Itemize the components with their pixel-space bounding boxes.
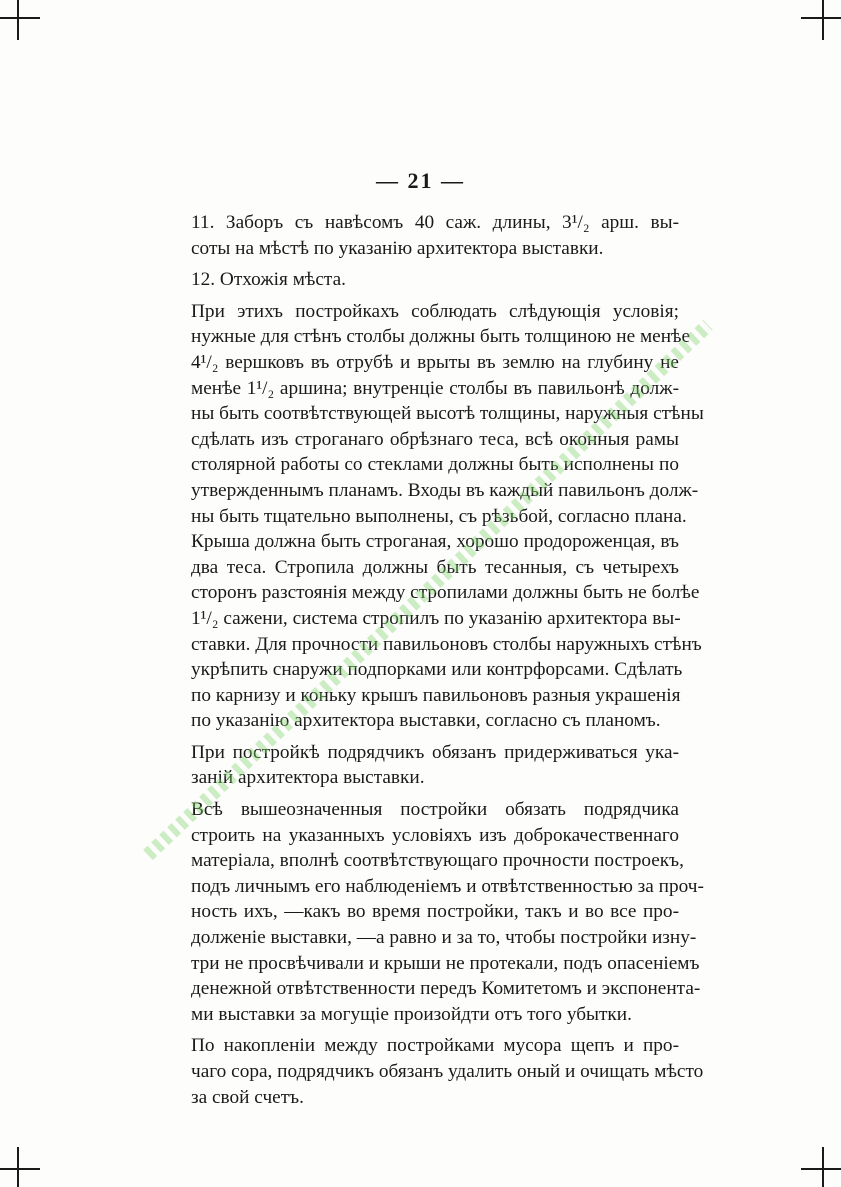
- body-text: [159, 210, 704, 1116]
- text-line: подъ личнымъ его наблюденіемъ и отвѣтственностью за проч-: [191, 875, 704, 897]
- text-line: утвержденнымъ планамъ. Входы въ каждый павильонъ долж-: [191, 479, 699, 501]
- crop-mark-bottom-left-v: [17, 1147, 19, 1187]
- text-line: по указанію архитектора выставки, согласно съ планомъ.: [191, 710, 661, 732]
- text-line: три не просвѣчивали и крыши не протекали, подъ опасеніемъ: [191, 952, 700, 974]
- text-line: Крыша должна быть строганая, хорошо продороженцая, въ: [191, 531, 679, 553]
- crop-mark-top-right-v: [822, 0, 824, 40]
- text-line: укрѣпить снаружи подпорками или контрфорсами. Сдѣлать: [191, 659, 683, 681]
- text-line: При постройкѣ подрядчикъ обязанъ придерживаться ука-: [191, 741, 679, 763]
- text-line: 4¹/₂ вершковъ въ отрубѣ и врыты въ землю на глубину не: [191, 351, 679, 373]
- crop-mark-bottom-left-h: [0, 1168, 40, 1170]
- text-line: При этихъ постройкахъ соблюдать слѣдующія условія;: [191, 300, 679, 322]
- crop-mark-top-left-v: [17, 0, 19, 40]
- text-line: долженіе выставки, —а равно и за то, чтобы постройки изну-: [191, 927, 697, 949]
- text-line: соты на мѣстѣ по указанію архитектора выставки.: [191, 237, 604, 259]
- text-line: строить на указанныхъ условіяхъ изъ доброкачественнаго: [191, 824, 679, 846]
- text-line: сторонъ разстоянія между стропилами должны быть не болѣе: [191, 582, 700, 604]
- paragraph: [159, 299, 704, 734]
- paragraph: [159, 797, 704, 1027]
- text-line: столярной работы со стеклами должны быть исполнены по: [191, 454, 679, 476]
- crop-mark-top-left-h: [0, 17, 40, 19]
- text-line: денежной отвѣтственности передъ Комитетомъ и экспонента-: [191, 978, 701, 1000]
- text-line: чаго сора, подрядчикъ обязанъ удалить оный и очищать мѣсто: [191, 1061, 704, 1082]
- text-line: по карнизу и коньку крышъ павильоновъ разныя украшенія: [191, 684, 681, 706]
- text-line: матеріала, вполнѣ соотвѣтствующаго прочности построекъ,: [191, 850, 684, 872]
- text-line: два теса. Стропила должны быть тесанныя, съ четырехъ: [191, 556, 679, 578]
- text-line: заній архитектора выставки.: [191, 767, 425, 789]
- paragraph: [159, 740, 679, 791]
- paragraph: [159, 1033, 704, 1110]
- text-line: менѣе 1¹/₂ аршина; внутренціе столбы въ павильонѣ долж-: [191, 377, 679, 399]
- text-line: сдѣлать изъ строганаго обрѣзнаго теса, всѣ оконныя рамы: [191, 428, 679, 450]
- text-line: ны быть соотвѣтствующей высотѣ толщины, наружныя стѣны: [191, 403, 704, 425]
- text-line: ми выставки за могущіе произойдти отъ того убытки.: [191, 1003, 632, 1025]
- text-line: ны быть тщательно выполнены, съ рѣзьбой, согласно плана.: [191, 505, 687, 527]
- text-line: 11. Заборъ съ навѣсомъ 40 саж. длины, 3¹/₂ арш. вы-: [191, 212, 679, 233]
- text-line: 12. Отхожія мѣста.: [191, 269, 346, 291]
- text-line: 1¹/₂ сажени, система стропилъ по указанію архитектора вы-: [191, 607, 681, 629]
- page-number: — 21 —: [376, 168, 465, 193]
- text-line: нужные для стѣнъ столбы должны быть толщиною не менѣе: [191, 326, 691, 348]
- paragraph: [159, 267, 679, 293]
- text-line: По накопленіи между постройками мусора щепъ и про-: [191, 1035, 679, 1057]
- crop-mark-bottom-right-h: [801, 1168, 841, 1170]
- text-line: Всѣ вышеозначенныя постройки обязать подрядчика: [191, 799, 679, 821]
- text-line: ставки. Для прочности павильоновъ столбы наружныхъ стѣнъ: [191, 633, 702, 655]
- text-line: ность ихъ, —какъ во время постройки, такъ и во все про-: [191, 901, 679, 923]
- text-line: за свой счетъ.: [191, 1086, 304, 1108]
- crop-mark-top-right-h: [801, 17, 841, 19]
- paragraph: [159, 210, 679, 261]
- crop-mark-bottom-right-v: [822, 1147, 824, 1187]
